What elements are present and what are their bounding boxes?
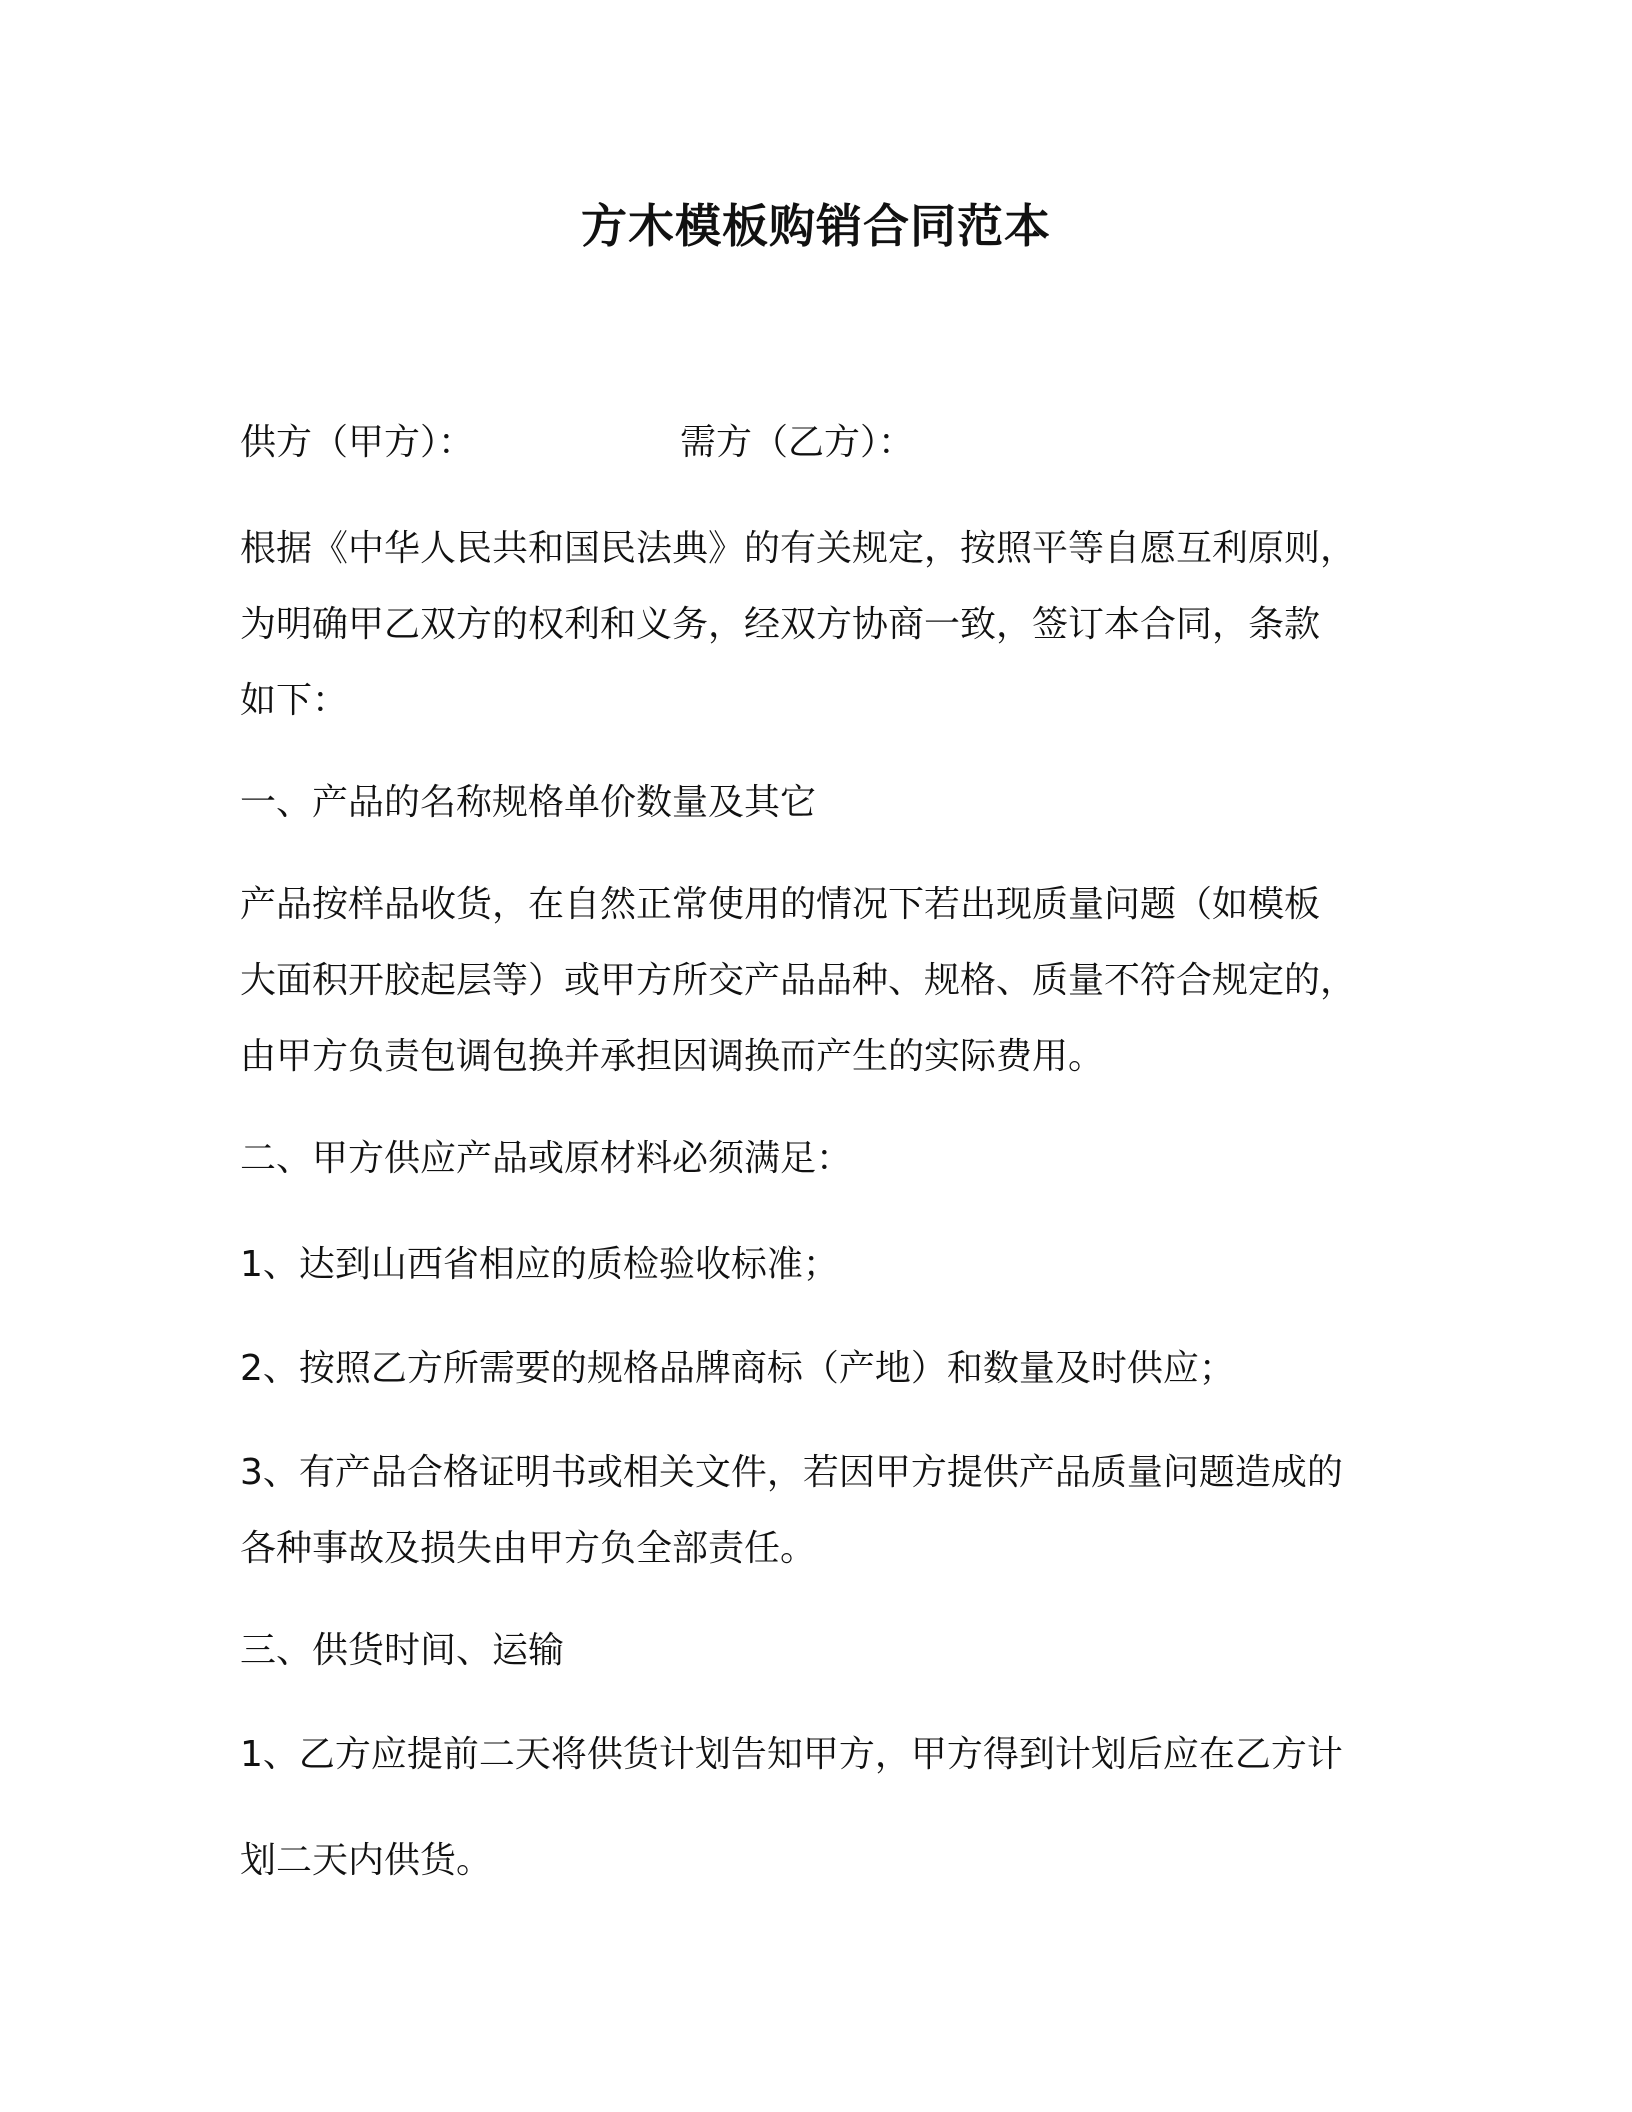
section-1-body-line-3: 由甲方负责包调包换并承担因调换而产生的实际费用。 [240,1036,1105,1077]
intro-line-3: 如下： [240,680,349,721]
section-3-item-1-line-2: 划二天内供货。 [240,1840,493,1881]
intro-line-2: 为明确甲乙双方的权利和义务，经双方协商一致，签订本合同，条款 [240,604,1321,645]
intro-line-1: 根据《中华人民共和国民法典》的有关规定，按照平等自愿互利原则， [240,528,1357,569]
section-3-heading: 三、供货时间、运输 [240,1630,565,1671]
section-2-item-2: 2、按照乙方所需要的规格品牌商标（产地）和数量及时供应； [240,1348,1235,1389]
supplier-label: 供方（甲方）： [240,422,475,463]
section-1-body-line-1: 产品按样品收货，在自然正常使用的情况下若出现质量问题（如模板 [240,884,1321,925]
section-3-item-1-line-1: 1、乙方应提前二天将供货计划告知甲方，甲方得到计划后应在乙方计 [240,1734,1343,1775]
section-1-body-line-2: 大面积开胶起层等）或甲方所交产品品种、规格、质量不符合规定的， [240,960,1357,1001]
page-title: 方木模板购销合同范本 [581,199,1051,253]
section-2-item-1: 1、达到山西省相应的质检验收标准； [240,1244,839,1285]
buyer-label: 需方（乙方）： [680,422,915,463]
section-2-item-3-line-2: 各种事故及损失由甲方负全部责任。 [240,1528,817,1569]
section-1-heading: 一、产品的名称规格单价数量及其它 [240,782,817,823]
section-2-heading: 二、甲方供应产品或原材料必须满足： [240,1138,853,1179]
section-2-item-3-line-1: 3、有产品合格证明书或相关文件，若因甲方提供产品质量问题造成的 [240,1452,1343,1493]
